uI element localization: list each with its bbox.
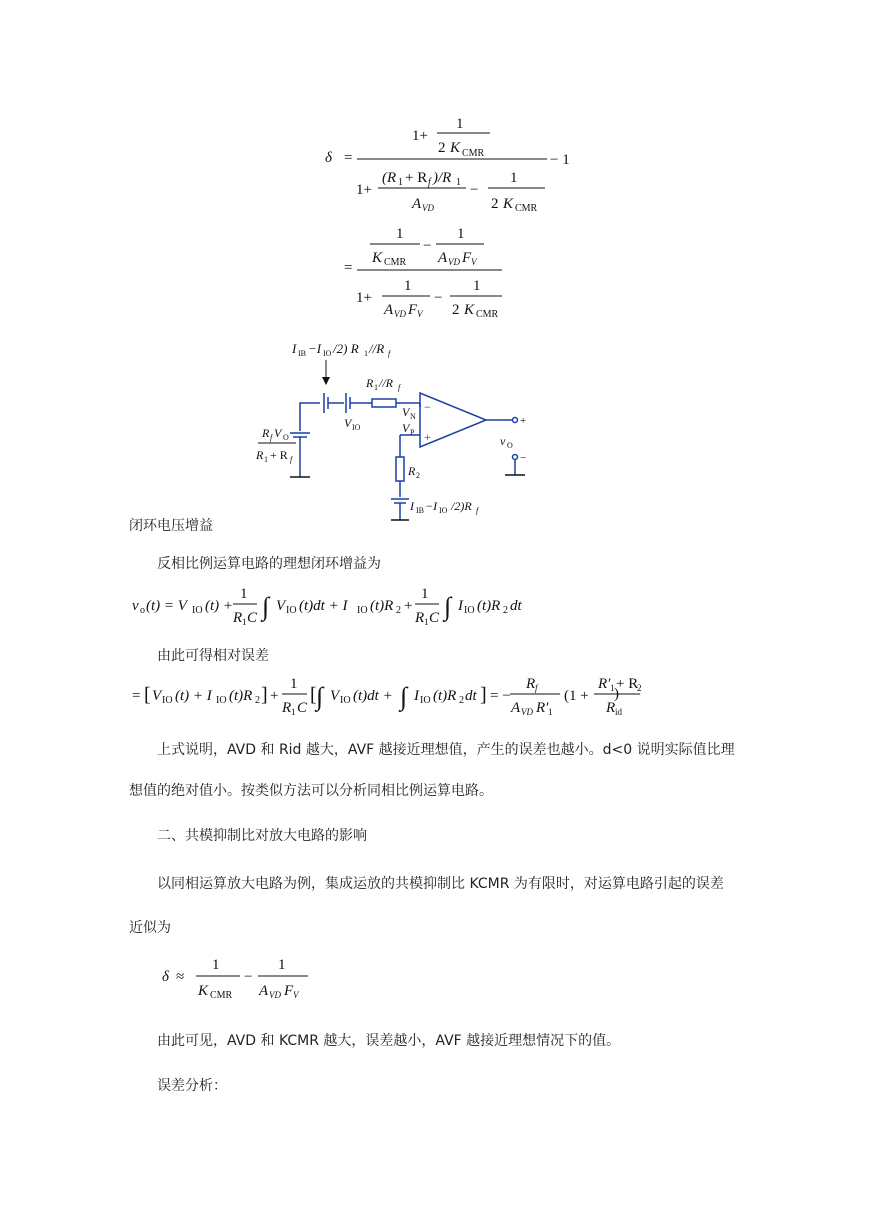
svg-text:O: O xyxy=(507,441,513,450)
svg-text:f: f xyxy=(535,683,538,693)
svg-text:R′: R′ xyxy=(598,676,611,692)
svg-text:+: + xyxy=(520,415,527,427)
svg-text:(t)R: (t)R xyxy=(433,688,457,704)
svg-text:K: K xyxy=(372,250,383,266)
svg-text:−: − xyxy=(424,400,431,414)
ideal-gain-intro: 反相比例运算电路的理想闭环增益为 xyxy=(157,556,381,572)
svg-text:IO: IO xyxy=(192,605,203,616)
svg-text:CMR: CMR xyxy=(462,148,485,159)
svg-text:VD: VD xyxy=(269,990,281,1000)
svg-text:IO: IO xyxy=(439,506,448,515)
svg-text:R: R xyxy=(366,376,374,390)
svg-text:2: 2 xyxy=(255,695,260,706)
svg-text:1: 1 xyxy=(240,586,248,602)
svg-text:2: 2 xyxy=(459,695,464,706)
svg-text:−: − xyxy=(423,238,432,254)
formula-approx xyxy=(160,952,330,1004)
svg-text:CMR: CMR xyxy=(476,309,499,320)
svg-text:2: 2 xyxy=(637,683,642,693)
svg-text:1: 1 xyxy=(398,177,403,188)
svg-text:/2) R: /2) R xyxy=(333,341,359,356)
svg-text:−I: −I xyxy=(425,499,438,513)
svg-text:VD: VD xyxy=(521,707,533,717)
svg-text:f: f xyxy=(428,177,431,188)
svg-text:+: + xyxy=(404,598,413,614)
svg-text:1: 1 xyxy=(456,116,464,132)
svg-text:f: f xyxy=(290,455,293,464)
error-analysis-heading: 误差分析： xyxy=(157,1078,227,1094)
svg-text:R: R xyxy=(262,426,270,440)
svg-text:δ: δ xyxy=(162,969,169,985)
svg-text:IB: IB xyxy=(416,506,424,515)
svg-text:I: I xyxy=(292,341,297,356)
svg-text:2: 2 xyxy=(438,140,446,156)
svg-text:(t) = V: (t) = V xyxy=(146,598,187,614)
svg-text:V: V xyxy=(402,405,410,419)
svg-text:(1 +: (1 + xyxy=(564,688,589,704)
svg-text:K: K xyxy=(450,140,461,156)
svg-text:1+: 1+ xyxy=(412,128,428,144)
svg-text:(t)R: (t)R xyxy=(370,598,394,614)
svg-text:id: id xyxy=(615,707,623,717)
svg-text:A: A xyxy=(511,700,521,716)
svg-text:IO: IO xyxy=(357,605,368,616)
svg-text:=: = xyxy=(344,260,353,276)
svg-text:I: I xyxy=(458,598,463,614)
section-2-title: 二、共模抑制比对放大电路的影响 xyxy=(157,828,367,844)
svg-text:K: K xyxy=(464,302,475,318)
svg-text:1+: 1+ xyxy=(356,182,372,198)
svg-text:I: I xyxy=(410,499,414,513)
svg-text:+ R: + R xyxy=(270,448,288,462)
svg-text:O: O xyxy=(283,433,289,442)
svg-text:1+: 1+ xyxy=(356,290,372,306)
svg-text:V: V xyxy=(276,598,286,614)
svg-text:R′: R′ xyxy=(536,700,549,716)
svg-text:1: 1 xyxy=(473,278,481,294)
svg-text:R: R xyxy=(282,700,292,716)
svg-text:A: A xyxy=(438,250,448,266)
svg-text:N: N xyxy=(410,412,416,421)
svg-text:K: K xyxy=(198,983,209,999)
svg-text:1: 1 xyxy=(457,226,465,242)
svg-text:V: V xyxy=(402,421,410,435)
svg-text:V: V xyxy=(274,426,282,440)
formula-approx-svg xyxy=(160,952,330,1004)
svg-text:P: P xyxy=(410,428,415,437)
error-close-paren: ) xyxy=(614,686,619,702)
svg-text:∫: ∫ xyxy=(262,592,270,621)
delta-symbol: δ xyxy=(325,150,332,166)
svg-text:f: f xyxy=(476,506,479,515)
svg-text:1: 1 xyxy=(242,617,247,627)
svg-text:1: 1 xyxy=(290,676,298,692)
circuit-diagram xyxy=(248,335,538,530)
svg-text:IO: IO xyxy=(340,695,351,706)
svg-text:V: V xyxy=(152,688,162,704)
svg-text:I: I xyxy=(414,688,419,704)
svg-text:F: F xyxy=(462,250,472,266)
svg-text:(t) + I: (t) + I xyxy=(175,688,212,704)
svg-text:IO: IO xyxy=(323,349,332,358)
svg-text:A: A xyxy=(259,983,269,999)
svg-text:R: R xyxy=(606,700,616,716)
formula-delta xyxy=(320,110,600,325)
svg-text:R: R xyxy=(526,676,536,692)
svg-text:R: R xyxy=(233,610,243,626)
svg-text:IO: IO xyxy=(162,695,173,706)
svg-text:IO: IO xyxy=(420,695,431,706)
svg-text://R: //R xyxy=(379,376,393,390)
svg-text:/2)R: /2)R xyxy=(451,499,472,513)
svg-text:v: v xyxy=(500,434,506,448)
svg-text:IO: IO xyxy=(352,423,361,432)
svg-text:]: ] xyxy=(261,684,268,706)
svg-text:IO: IO xyxy=(216,695,227,706)
svg-text:1: 1 xyxy=(404,278,412,294)
circuit-svg xyxy=(248,335,538,530)
svg-text:2: 2 xyxy=(503,605,508,616)
svg-text:C: C xyxy=(297,700,308,716)
svg-text:CMR: CMR xyxy=(515,203,538,214)
svg-text:1: 1 xyxy=(510,170,518,186)
svg-text:1: 1 xyxy=(421,586,429,602)
closed-loop-gain-heading: 闭环电压增益 xyxy=(129,518,213,534)
svg-text:1: 1 xyxy=(548,707,553,717)
svg-text:+ R: + R xyxy=(616,676,639,692)
svg-text:F: F xyxy=(284,983,294,999)
svg-text:2: 2 xyxy=(452,302,460,318)
svg-text:)/R: )/R xyxy=(433,170,452,186)
svg-text:C: C xyxy=(247,610,258,626)
svg-text:[: [ xyxy=(310,684,317,706)
svg-text:= −: = − xyxy=(490,688,511,704)
svg-text:2: 2 xyxy=(396,605,401,616)
svg-text:VD: VD xyxy=(422,203,434,213)
svg-text:VD: VD xyxy=(394,309,406,319)
svg-text:f: f xyxy=(398,383,401,392)
svg-text:F: F xyxy=(408,302,418,318)
svg-text:CMR: CMR xyxy=(210,990,233,1001)
svg-text:f: f xyxy=(270,433,273,442)
conclusion: 由此可见，AVD 和 KCMR 越大，误差越小，AVF 越接近理想情况下的值。 xyxy=(157,1033,621,1049)
svg-text:1: 1 xyxy=(396,226,404,242)
svg-text:A: A xyxy=(384,302,394,318)
svg-text:o: o xyxy=(140,605,145,616)
svg-text:∫: ∫ xyxy=(316,682,324,711)
svg-text:VD: VD xyxy=(448,257,460,267)
svg-text:CMR: CMR xyxy=(384,257,407,268)
svg-text:−: − xyxy=(244,969,253,985)
equation-vo-svg xyxy=(130,582,550,632)
equation-error-svg xyxy=(130,672,640,722)
svg-text:−: − xyxy=(470,182,479,198)
svg-text:C: C xyxy=(429,610,440,626)
svg-text:∫: ∫ xyxy=(444,592,452,621)
section-2-body-2: 近似为 xyxy=(129,920,171,936)
svg-text:1: 1 xyxy=(278,957,286,973)
svg-text:2: 2 xyxy=(491,196,499,212)
svg-text:1: 1 xyxy=(374,383,378,392)
svg-text:−: − xyxy=(434,290,443,306)
svg-text:1: 1 xyxy=(291,707,296,717)
svg-text:1: 1 xyxy=(456,177,461,188)
svg-text:=: = xyxy=(132,688,141,704)
svg-text:IB: IB xyxy=(298,349,306,358)
svg-text:(t)dt + I: (t)dt + I xyxy=(299,598,348,614)
svg-text:V: V xyxy=(330,688,340,704)
svg-text:1: 1 xyxy=(364,349,368,358)
svg-text:dt: dt xyxy=(465,688,477,704)
equation-vo xyxy=(130,582,550,632)
svg-text:≈: ≈ xyxy=(176,969,185,985)
relative-error-intro: 由此可得相对误差 xyxy=(157,648,269,664)
svg-text:R: R xyxy=(415,610,425,626)
svg-text:+: + xyxy=(424,430,431,444)
svg-text:(t)R: (t)R xyxy=(477,598,501,614)
explanation-line-1: 上式说明，AVD 和 Rid 越大，AVF 越接近理想值，产生的误差也越小。d<0 说明实际值比理 xyxy=(157,742,735,758)
svg-text:− 1: − 1 xyxy=(550,152,570,168)
svg-text:(R: (R xyxy=(382,170,397,186)
svg-text:V: V xyxy=(293,990,299,1000)
section-2-body-1: 以同相运算放大电路为例，集成运放的共模抑制比 KCMR 为有限时，对运算电路引起的误差 xyxy=(157,876,724,892)
svg-text:(t)dt +: (t)dt + xyxy=(353,688,393,704)
svg-text:]: ] xyxy=(480,684,487,706)
formula-delta-svg xyxy=(320,110,600,325)
svg-text:1: 1 xyxy=(212,957,220,973)
svg-text:[: [ xyxy=(144,684,151,706)
svg-text://R: //R xyxy=(369,341,385,356)
svg-text:V: V xyxy=(344,416,352,430)
explanation-line-2: 想值的绝对值小。按类似方法可以分析同相比例运算电路。 xyxy=(129,783,493,799)
equation-error xyxy=(130,672,640,722)
svg-text:−I: −I xyxy=(308,341,322,356)
svg-text:A: A xyxy=(412,196,422,212)
svg-text:v: v xyxy=(132,598,139,614)
svg-text:−: − xyxy=(520,452,527,464)
svg-text:2: 2 xyxy=(416,471,420,480)
svg-text:1: 1 xyxy=(424,617,429,627)
svg-text:1: 1 xyxy=(264,455,268,464)
svg-text:1: 1 xyxy=(610,683,615,693)
svg-text:V: V xyxy=(471,257,477,267)
svg-text:(t) +: (t) + xyxy=(205,598,234,614)
svg-text:V: V xyxy=(417,309,423,319)
equals-1: = xyxy=(344,150,353,166)
svg-text:dt: dt xyxy=(510,598,522,614)
svg-text:R: R xyxy=(408,464,416,478)
svg-text:f: f xyxy=(388,349,391,358)
svg-text:IO: IO xyxy=(464,605,475,616)
svg-text:R: R xyxy=(256,448,264,462)
svg-text:+ R: + R xyxy=(405,170,428,186)
svg-text:+: + xyxy=(270,688,279,704)
svg-text:IO: IO xyxy=(286,605,297,616)
svg-text:(t)R: (t)R xyxy=(229,688,253,704)
svg-text:∫: ∫ xyxy=(400,682,408,711)
svg-text:K: K xyxy=(503,196,514,212)
